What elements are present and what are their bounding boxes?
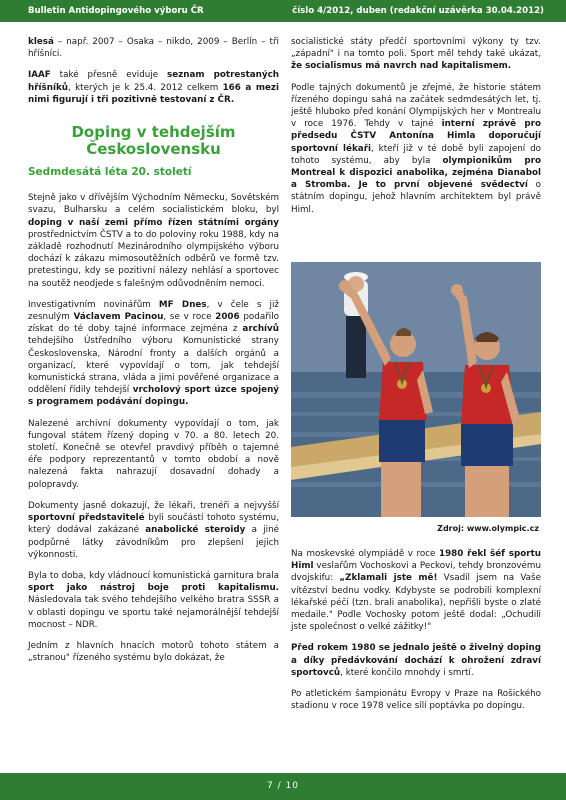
text-run: a jiné podpůrné látky závodníkům pro zlepšení jejich výkonnosti. <box>28 525 279 560</box>
paragraph <box>291 548 541 633</box>
rowers-photo-illustration <box>291 262 541 517</box>
paragraph <box>291 688 541 712</box>
paragraph <box>28 192 279 290</box>
text-run: doping v naší zemi přímo řízen státními orgány <box>28 217 279 228</box>
bulletin-title: Bulletin Antidopingového výboru ČR <box>28 6 204 16</box>
text-run: seznam potrestaných hříšníků <box>28 70 280 93</box>
text-run: Na moskevské olympiádě v roce <box>291 549 439 559</box>
text-run: podařilo získat do té doby tajné informace zejména z <box>28 312 279 335</box>
paragraph <box>28 36 279 60</box>
text-run: veslařům Vochoskovi a Peckovi, tehdy bronzovému dvojskifu: <box>291 561 541 584</box>
paragraph <box>28 299 279 409</box>
text-run: IAAF <box>28 70 51 81</box>
paragraph <box>28 418 279 491</box>
paragraph <box>28 570 279 631</box>
text-run: , se v roce <box>163 312 216 323</box>
paragraph <box>28 640 279 664</box>
text-run: archívů <box>242 324 279 335</box>
text-run: sportovní představitelé <box>28 513 145 524</box>
text-run: prostřednictvím ČSTV a to do poloviny roku 1988, kdy na základě rozhodnutí Mezinárodního olympijského výboru dochází k zákazu mimosoutěžních odběrů ve formě tzv. pretestingu, kdy se pozitivní nálezy nehlásí a sportovec na soutěž neodjede s falešným odůvodněním nemoci. <box>28 229 279 289</box>
text-run: klesá <box>28 37 54 47</box>
page-number: 7 / 10 <box>267 781 299 791</box>
text-run: Investigativním novinářům <box>28 299 159 310</box>
text-run: interní zprávě pro předsedu ČSTV Antonína Himla doporučují sportovní lékaři <box>291 119 541 154</box>
left-column <box>28 36 279 673</box>
text-run: Vsadil jsem na Vaše vítězství bednu vodky. Kdybyste se podrobili komplexní lékařské péči (tzn. brali anabolika), nepřišli byste o zlaté medaile." Podle Vochosky potom ještě dodal: „Ochudili jste společnost o velké zážitky!" <box>291 573 541 633</box>
text-run: , v čele s již zesnulým <box>28 299 279 323</box>
footer-bar <box>0 773 566 800</box>
text-run: anabolické steroidy <box>145 525 246 536</box>
right-column-top <box>291 36 541 225</box>
text-run: – např. 2007 – Osaka – nikdo, 2009 – Berlín – tři hříšníci. <box>28 37 279 60</box>
text-run: Dokumenty jasně dokazují, že lékaři, trenéři a nejvyšší <box>28 500 279 511</box>
text-run: „Zklamali jste mě! <box>339 573 438 584</box>
header-bar <box>0 0 566 22</box>
text-run: 2006 <box>215 312 240 323</box>
paragraph <box>291 36 541 73</box>
text-run: Následovala tak svého tehdejšího velkého bratra SSSR a v oblasti dopingu ve sportu také nejamorálnější tehdejší mocnost – NDR. <box>28 595 279 630</box>
text-run: byli součástí tohoto systému, který dodával zakázané <box>28 513 280 536</box>
text-run: Václavem Pacinou <box>73 312 164 323</box>
text-run: Nalezené archivní dokumenty vypovídají o tom, jak fungoval státem řízený doping v 70. a 80. letech 20. století. Konečně se otevřel pravdivý příběh o tajemné éře podpory reprezentantů v tomto období a nově nalezená fakta nahrazují dosavadní dohady a polopravdy. <box>28 418 279 490</box>
text-run: že socialismus má navrch nad kapitalismem. <box>291 61 512 72</box>
text-run: Stejně jako v dřívějším Východním Německu, Sovětském svazu, Bulharsku a celém socialistickém bloku, byl <box>28 193 279 216</box>
paragraph <box>28 69 279 106</box>
rowers-photo <box>291 262 541 517</box>
section-subtitle: Sedmdesátá léta 20. století <box>28 166 192 179</box>
text-run: vrcholový sport úzce spojený s programem podávání dopingu. <box>28 385 280 408</box>
section-title: Doping v tehdejším Československu <box>71 123 236 159</box>
text-run: MF Dnes <box>158 299 207 310</box>
text-run: Jedním z hlavních hnacích motorů tohoto státem a „stranou" řízeného systému bylo dokázat, že <box>28 640 279 664</box>
text-run: olympionikům pro Montreal k dispozici anabolika, zejména Dianabol a Stromba. Je to první objevené svědectví <box>291 155 541 191</box>
text-run: sport jako nástroj boje proti kapitalismu. <box>28 583 279 594</box>
paragraph <box>291 82 541 216</box>
text-run: socialistické státy předčí sportovními výkony ty tzv. „západní" i na tomto poli. Sport měl tehdy také ukázat, <box>291 37 541 60</box>
text-run: Byla to doba, kdy vládnoucí komunistická garnitura brala <box>28 570 279 581</box>
text-run: tehdejšího Ústředního výboru Komunistické strany Československa, Národní fronty a dalších orgánů a organizací, které vypovídají o tom, jak tehdejší komunistická strana, vláda a jimi pověřené organizace a oddělení řídily tehdejší <box>28 336 279 396</box>
text-run: Před rokem 1980 se jednalo ještě o živelný doping a díky předávkování dochází k ohrožení zdraví sportovců <box>291 643 541 678</box>
issue-info: číslo 4/2012, duben (redakční uzávěrka 30.04.2012) <box>292 6 544 16</box>
text-run: Podle tajných dokumentů je zřejmé, že historie státem řízeného dopingu sahá na začátek sedmdesátých let, tj. ještě hluboko před konání Olympijských her v Montrealu v roce 1976. Tehdy v tajné <box>291 82 541 130</box>
text-run: o státním dopingu, jehož hlavním architektem byl právě Himl. <box>291 180 541 215</box>
text-run: , kteří již v té době byli zapojení do tohoto systému, aby byla <box>291 143 541 166</box>
text-run: také přesně eviduje <box>50 70 168 81</box>
text-run: Po atletickém šampionátu Evropy v Praze na Rošického stadionu v roce 1978 velice sílí poptávka po dopingu. <box>291 689 541 712</box>
paragraph <box>28 500 279 561</box>
text-run: , které končilo mnohdy i smrtí. <box>340 667 474 678</box>
text-run: , kterých je k 25.4. 2012 celkem <box>68 82 223 93</box>
text-run: 166 a mezi nimi figurují i tři pozitivně testovaní z ČR. <box>28 82 280 105</box>
text-run: 1980 řekl šéf sportu Himl <box>291 549 541 572</box>
photo-credit: Zdroj: www.olympic.cz <box>437 524 539 533</box>
paragraph <box>291 642 541 679</box>
right-column-bottom <box>291 548 541 721</box>
